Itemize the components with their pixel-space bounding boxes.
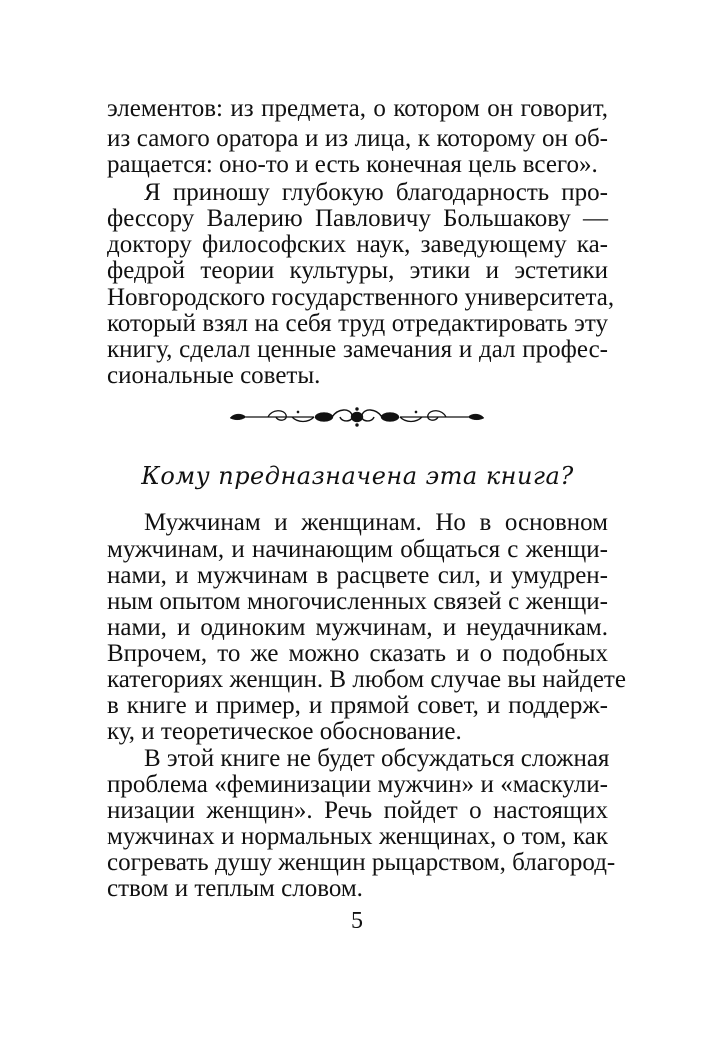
text-line: федрой теории культуры, этики и эстетики: [107, 257, 608, 284]
text-line: Мужчинам и женщинам. Но в основном: [144, 509, 608, 536]
text-line: Впрочем, то же можно сказать и о подобных: [107, 640, 608, 667]
text-line: низации женщин». Речь пойдет о настоящих: [107, 797, 608, 824]
page-number: 5: [351, 908, 363, 934]
text-line: Новгородского государственного университета,: [107, 284, 615, 311]
text-line: фессору Валерию Павловичу Большакову —: [107, 205, 608, 232]
text-line: согревать душу женщин рыцарством, благород-: [107, 849, 616, 876]
text-line: Я приношу глубокую благодарность про-: [144, 179, 608, 206]
text-line: ращается: оно-то и есть конечная цель всего».: [107, 151, 598, 178]
text-line: элементов: из предмета, о котором он говорит,: [107, 95, 608, 122]
text-line: ным опытом многочисленных связей с женщи-: [107, 588, 608, 615]
text-line: проблема «феминизации мужчин» и «маскули-: [107, 771, 608, 798]
ornamental-divider-icon: [228, 406, 486, 428]
text-line: доктору философских наук, заведующему ка-: [107, 231, 608, 258]
text-line: мужчинах и нормальных женщинах, о том, как: [107, 823, 608, 850]
text-line: мужчинам, и начинающим общаться с женщи-: [107, 536, 608, 563]
text-line: сиональные советы.: [107, 362, 321, 389]
text-line: книгу, сделал ценные замечания и дал профес-: [107, 336, 608, 363]
text-line: который взял на себя труд отредактировать эту: [107, 310, 608, 337]
text-line: в книге и пример, и прямой совет, и поддерж-: [107, 692, 608, 719]
text-line: нами, и мужчинам в расцвете сил, и умудрен-: [107, 562, 608, 589]
text-line: нами, и одиноким мужчинам, и неудачникам.: [107, 614, 608, 641]
section-heading: Кому предназначена эта книга?: [141, 462, 574, 490]
text-line: категориях женщин. В любом случае вы найдете: [107, 666, 626, 693]
text-line: В этой книге не будет обсуждаться сложная: [144, 745, 610, 772]
text-line: ку, и теоретическое обоснование.: [107, 718, 462, 745]
text-line: ством и теплым словом.: [107, 875, 363, 902]
text-line: из самого оратора и из лица, к которому он об-: [107, 125, 608, 152]
